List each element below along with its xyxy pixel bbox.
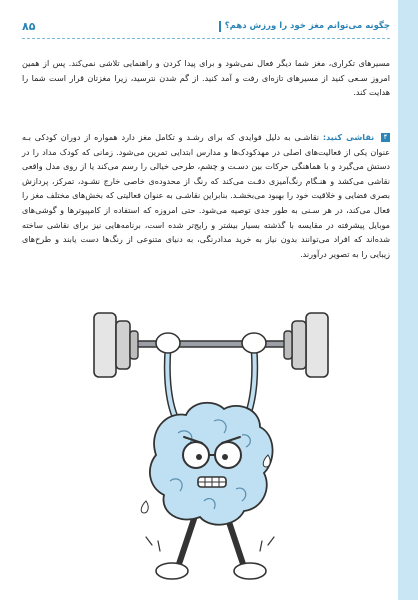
brain-lifting-barbell-icon: [86, 305, 336, 587]
paragraph-intro: مسیرهای تکراری، مغز شما دیگر فعال نمی‌شود و برای پیدا کردن و راهنمایی تلاشی نمی‌کند. پس از همین امروز سـعی کنید از مسیرهای تازه‌ای رفت و آمد کنید. از گم شدن نترسید، زیرا مغزتان قرار است شما را هدایت کند.: [22, 58, 390, 98]
running-head-bar: [219, 21, 221, 32]
paragraph-drawing: [22, 130, 390, 261]
running-head-title: چگونه می‌توانم مغز خود را ورزش دهم؟: [224, 21, 390, 31]
section-body: نقاشـی به دلیل فوایدی که برای رشـد و تکامل مغز دارد همواره از دوران کودکی بـه عنوان یکی از فعالیت‌های اصلی در مهدکودک‌ها و مدارس ابتدایی تمرین می‌شود. زمانی که کودک مداد را در دستش می‌گیرد و با هماهنگی حرکات بین دسـت و چشم، طرحی خیالی را رسم می‌کند یا از روی مدل واقعی نقاشی می‌کشد و هنـگام رنگ‌آمیزی دقـت می‌کند که رنگ از محدوده‌ی خاصی خارج نشـود، تمرکز، پردازش بصری فضایی و خلاقیت خود را بهبود می‌بخشـد. بنابراین نقاشـی به عنوان فعالیتی که بخش‌های مختلف مغز را فعال می‌کند، در هر سـنی به طور جدی توصیه می‌شود. حتی امروزه که استفاده از کامپیوترها و گوشی‌های موبایل پیشرفته در مقایسه با گذشته بسیار بیشتر و رایج‌تر شده است، برنامه‌هایی نیز برای نقاشی ساخته شده‌اند که افراد می‌توانند بدون نیاز به خرید مدادرنگی، به دنیای متنوعی از رنگ‌ها دست یابند و طرح‌های زیبایی را به تصویر درآورند.: [22, 132, 390, 259]
running-head-title-group: [219, 21, 390, 32]
running-head: [22, 18, 390, 34]
page-edge-strip: [398, 0, 418, 600]
page-number: ۸۵: [22, 19, 36, 33]
section-title: نقاشی کنید:: [322, 132, 375, 143]
header-divider: [22, 38, 390, 39]
section-number-badge: ۴: [381, 133, 390, 142]
